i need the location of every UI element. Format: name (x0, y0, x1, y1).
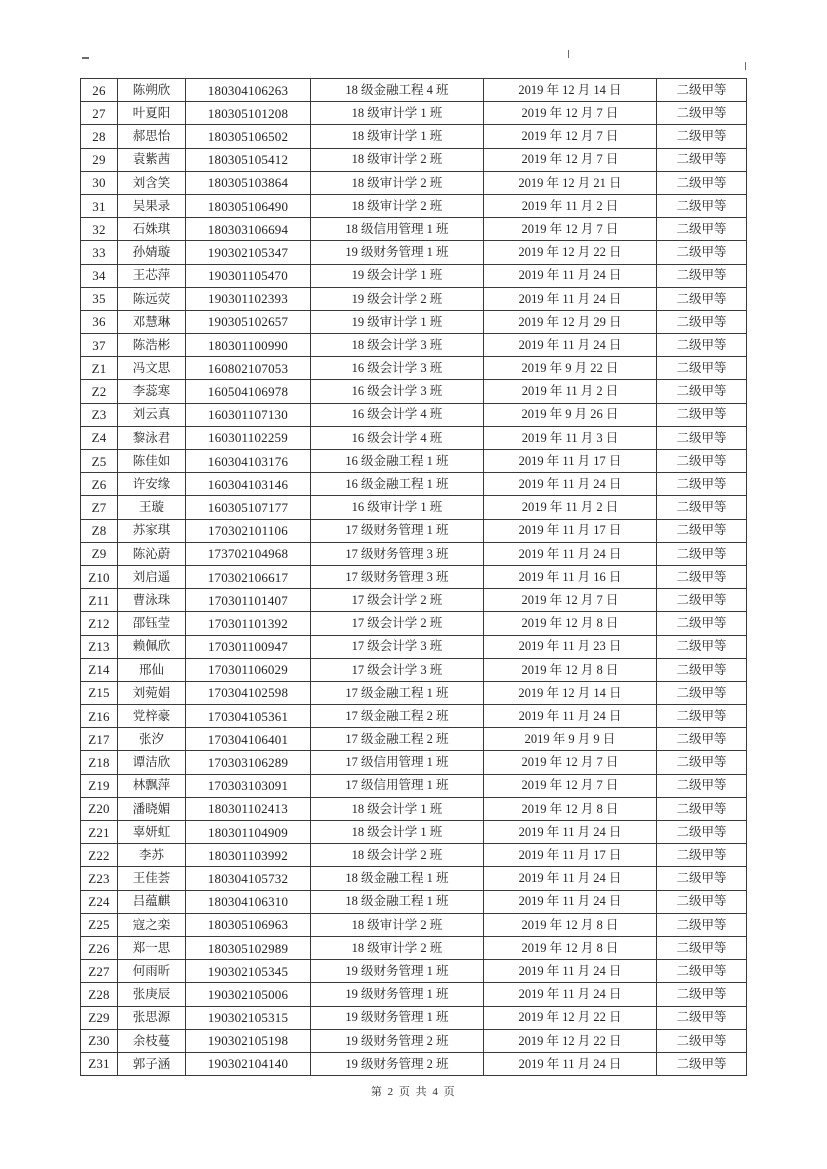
cell-grade: 二级甲等 (657, 288, 747, 311)
cell-grade: 二级甲等 (657, 357, 747, 380)
cell-grade: 二级甲等 (657, 612, 747, 635)
cell-grade: 二级甲等 (657, 960, 747, 983)
cell-student-id: 190305102657 (186, 311, 311, 334)
cell-class: 18 级会计学 3 班 (311, 334, 484, 357)
cell-student-id: 160305107177 (186, 496, 311, 519)
cell-name: 陈佳如 (118, 450, 186, 473)
cell-index: Z9 (81, 543, 118, 566)
cell-name: 吴果录 (118, 195, 186, 218)
cell-grade: 二级甲等 (657, 891, 747, 914)
cell-date: 2019 年 12 月 22 日 (484, 241, 657, 264)
cell-student-id: 160802107053 (186, 357, 311, 380)
cell-date: 2019 年 11 月 2 日 (484, 496, 657, 519)
cell-class: 16 级会计学 4 班 (311, 427, 484, 450)
cell-student-id: 190302104140 (186, 1053, 311, 1076)
cell-class: 18 级信用管理 1 班 (311, 218, 484, 241)
cell-class: 19 级财务管理 1 班 (311, 241, 484, 264)
cell-date: 2019 年 12 月 7 日 (484, 751, 657, 774)
cell-index: 27 (81, 102, 118, 125)
cell-date: 2019 年 11 月 17 日 (484, 520, 657, 543)
cell-index: Z4 (81, 427, 118, 450)
cell-student-id: 170304102598 (186, 682, 311, 705)
cell-class: 19 级会计学 1 班 (311, 265, 484, 288)
cell-date: 2019 年 9 月 9 日 (484, 728, 657, 751)
cell-date: 2019 年 12 月 7 日 (484, 125, 657, 148)
cell-class: 19 级财务管理 1 班 (311, 960, 484, 983)
cell-class: 18 级会计学 1 班 (311, 821, 484, 844)
cell-class: 19 级财务管理 1 班 (311, 983, 484, 1006)
cell-class: 17 级会计学 2 班 (311, 612, 484, 635)
cell-index: Z10 (81, 566, 118, 589)
cell-name: 刘含笑 (118, 172, 186, 195)
cell-date: 2019 年 12 月 8 日 (484, 798, 657, 821)
cell-date: 2019 年 11 月 2 日 (484, 380, 657, 403)
cell-grade: 二级甲等 (657, 636, 747, 659)
cell-class: 18 级审计学 2 班 (311, 149, 484, 172)
cell-grade: 二级甲等 (657, 380, 747, 403)
cell-grade: 二级甲等 (657, 543, 747, 566)
cell-class: 16 级审计学 1 班 (311, 496, 484, 519)
cell-date: 2019 年 11 月 17 日 (484, 844, 657, 867)
cell-date: 2019 年 9 月 26 日 (484, 404, 657, 427)
cell-grade: 二级甲等 (657, 659, 747, 682)
cell-name: 郭子涵 (118, 1053, 186, 1076)
cell-index: Z11 (81, 589, 118, 612)
cell-date: 2019 年 11 月 24 日 (484, 288, 657, 311)
page-artifact-tick (82, 57, 89, 59)
cell-index: Z28 (81, 983, 118, 1006)
cell-name: 陈沁蔚 (118, 543, 186, 566)
cell-class: 17 级财务管理 3 班 (311, 543, 484, 566)
cell-student-id: 160504106978 (186, 380, 311, 403)
cell-class: 18 级会计学 1 班 (311, 798, 484, 821)
cell-student-id: 170302101106 (186, 520, 311, 543)
cell-class: 18 级金融工程 4 班 (311, 79, 484, 102)
cell-date: 2019 年 12 月 8 日 (484, 937, 657, 960)
cell-name: 邵钰莹 (118, 612, 186, 635)
cell-index: Z18 (81, 751, 118, 774)
cell-date: 2019 年 11 月 24 日 (484, 543, 657, 566)
cell-name: 袁紫茜 (118, 149, 186, 172)
cell-class: 16 级会计学 3 班 (311, 357, 484, 380)
cell-name: 刘菀娟 (118, 682, 186, 705)
cell-student-id: 170301106029 (186, 659, 311, 682)
cell-student-id: 180305106502 (186, 125, 311, 148)
cell-date: 2019 年 11 月 24 日 (484, 705, 657, 728)
cell-index: Z12 (81, 612, 118, 635)
cell-student-id: 170304105361 (186, 705, 311, 728)
cell-student-id: 160301107130 (186, 404, 311, 427)
cell-student-id: 160304103176 (186, 450, 311, 473)
cell-student-id: 160301102259 (186, 427, 311, 450)
cell-class: 17 级金融工程 1 班 (311, 682, 484, 705)
cell-date: 2019 年 11 月 16 日 (484, 566, 657, 589)
cell-date: 2019 年 11 月 23 日 (484, 636, 657, 659)
cell-grade: 二级甲等 (657, 404, 747, 427)
cell-student-id: 170301101407 (186, 589, 311, 612)
cell-grade: 二级甲等 (657, 821, 747, 844)
cell-student-id: 180304105732 (186, 867, 311, 890)
cell-index: Z22 (81, 844, 118, 867)
cell-name: 孙婧璇 (118, 241, 186, 264)
cell-name: 郝思怡 (118, 125, 186, 148)
cell-date: 2019 年 11 月 24 日 (484, 473, 657, 496)
cell-grade: 二级甲等 (657, 937, 747, 960)
cell-index: 33 (81, 241, 118, 264)
cell-grade: 二级甲等 (657, 79, 747, 102)
cell-name: 刘云真 (118, 404, 186, 427)
cell-student-id: 180303106694 (186, 218, 311, 241)
cell-class: 18 级审计学 2 班 (311, 195, 484, 218)
cell-name: 郑一思 (118, 937, 186, 960)
cell-student-id: 170303103091 (186, 775, 311, 798)
cell-date: 2019 年 12 月 21 日 (484, 172, 657, 195)
cell-class: 18 级审计学 2 班 (311, 914, 484, 937)
cell-class: 17 级财务管理 3 班 (311, 566, 484, 589)
cell-name: 王佳荟 (118, 867, 186, 890)
cell-grade: 二级甲等 (657, 682, 747, 705)
cell-class: 18 级审计学 2 班 (311, 172, 484, 195)
cell-grade: 二级甲等 (657, 125, 747, 148)
cell-name: 赖佩欣 (118, 636, 186, 659)
cell-date: 2019 年 12 月 7 日 (484, 218, 657, 241)
cell-date: 2019 年 11 月 24 日 (484, 334, 657, 357)
cell-name: 王芯萍 (118, 265, 186, 288)
cell-student-id: 180304106263 (186, 79, 311, 102)
cell-student-id: 180305102989 (186, 937, 311, 960)
cell-index: 37 (81, 334, 118, 357)
cell-name: 陈远荧 (118, 288, 186, 311)
cell-student-id: 190302105006 (186, 983, 311, 1006)
cell-student-id: 190301102393 (186, 288, 311, 311)
cell-student-id: 190302105347 (186, 241, 311, 264)
cell-grade: 二级甲等 (657, 1007, 747, 1030)
cell-date: 2019 年 12 月 7 日 (484, 775, 657, 798)
cell-grade: 二级甲等 (657, 520, 747, 543)
cell-student-id: 180305103864 (186, 172, 311, 195)
cell-index: Z31 (81, 1053, 118, 1076)
cell-grade: 二级甲等 (657, 427, 747, 450)
cell-date: 2019 年 11 月 24 日 (484, 1053, 657, 1076)
cell-name: 李蕊寒 (118, 380, 186, 403)
cell-name: 苏家琪 (118, 520, 186, 543)
cell-grade: 二级甲等 (657, 265, 747, 288)
cell-date: 2019 年 11 月 3 日 (484, 427, 657, 450)
cell-student-id: 180305101208 (186, 102, 311, 125)
cell-date: 2019 年 12 月 7 日 (484, 589, 657, 612)
cell-student-id: 170301100947 (186, 636, 311, 659)
cell-grade: 二级甲等 (657, 1030, 747, 1053)
cell-date: 2019 年 12 月 8 日 (484, 612, 657, 635)
cell-class: 17 级会计学 3 班 (311, 636, 484, 659)
cell-index: 32 (81, 218, 118, 241)
cell-date: 2019 年 11 月 24 日 (484, 867, 657, 890)
cell-class: 16 级会计学 3 班 (311, 380, 484, 403)
cell-student-id: 190302105345 (186, 960, 311, 983)
cell-grade: 二级甲等 (657, 450, 747, 473)
cell-student-id: 180305106963 (186, 914, 311, 937)
cell-index: 31 (81, 195, 118, 218)
cell-class: 16 级会计学 4 班 (311, 404, 484, 427)
cell-date: 2019 年 9 月 22 日 (484, 357, 657, 380)
cell-class: 18 级审计学 2 班 (311, 937, 484, 960)
cell-index: Z15 (81, 682, 118, 705)
cell-student-id: 173702104968 (186, 543, 311, 566)
cell-index: Z26 (81, 937, 118, 960)
cell-index: Z21 (81, 821, 118, 844)
cell-date: 2019 年 11 月 24 日 (484, 960, 657, 983)
cell-index: Z2 (81, 380, 118, 403)
cell-index: Z29 (81, 1007, 118, 1030)
cell-index: 36 (81, 311, 118, 334)
score-table (80, 78, 747, 1076)
cell-name: 邓慧琳 (118, 311, 186, 334)
cell-student-id: 180305105412 (186, 149, 311, 172)
cell-class: 19 级财务管理 1 班 (311, 1007, 484, 1030)
page-artifact-tick (568, 50, 569, 58)
cell-student-id: 180305106490 (186, 195, 311, 218)
cell-index: Z24 (81, 891, 118, 914)
cell-student-id: 180301103992 (186, 844, 311, 867)
cell-name: 何雨昕 (118, 960, 186, 983)
cell-class: 17 级金融工程 2 班 (311, 705, 484, 728)
cell-date: 2019 年 12 月 22 日 (484, 1007, 657, 1030)
cell-date: 2019 年 11 月 24 日 (484, 265, 657, 288)
cell-index: Z6 (81, 473, 118, 496)
cell-class: 19 级财务管理 2 班 (311, 1053, 484, 1076)
cell-index: Z19 (81, 775, 118, 798)
cell-name: 曹泳珠 (118, 589, 186, 612)
cell-student-id: 170303106289 (186, 751, 311, 774)
cell-index: Z20 (81, 798, 118, 821)
cell-index: Z7 (81, 496, 118, 519)
cell-index: Z8 (81, 520, 118, 543)
cell-name: 谭洁欣 (118, 751, 186, 774)
cell-grade: 二级甲等 (657, 589, 747, 612)
cell-class: 18 级会计学 2 班 (311, 844, 484, 867)
cell-name: 石姝琪 (118, 218, 186, 241)
cell-index: Z13 (81, 636, 118, 659)
cell-class: 17 级信用管理 1 班 (311, 751, 484, 774)
cell-name: 叶夏阳 (118, 102, 186, 125)
cell-date: 2019 年 12 月 14 日 (484, 79, 657, 102)
cell-name: 寇之栾 (118, 914, 186, 937)
cell-name: 陈朔欣 (118, 79, 186, 102)
cell-grade: 二级甲等 (657, 728, 747, 751)
cell-name: 陈浩彬 (118, 334, 186, 357)
cell-class: 16 级金融工程 1 班 (311, 473, 484, 496)
cell-student-id: 170302106617 (186, 566, 311, 589)
cell-name: 党梓豪 (118, 705, 186, 728)
cell-grade: 二级甲等 (657, 218, 747, 241)
cell-grade: 二级甲等 (657, 102, 747, 125)
cell-grade: 二级甲等 (657, 241, 747, 264)
cell-index: Z23 (81, 867, 118, 890)
cell-grade: 二级甲等 (657, 983, 747, 1006)
cell-grade: 二级甲等 (657, 798, 747, 821)
cell-student-id: 170304106401 (186, 728, 311, 751)
cell-index: Z14 (81, 659, 118, 682)
cell-class: 17 级会计学 3 班 (311, 659, 484, 682)
page-artifact-tick (745, 62, 746, 70)
cell-name: 刘启遥 (118, 566, 186, 589)
cell-student-id: 180304106310 (186, 891, 311, 914)
cell-date: 2019 年 12 月 7 日 (484, 149, 657, 172)
cell-grade: 二级甲等 (657, 914, 747, 937)
cell-grade: 二级甲等 (657, 496, 747, 519)
cell-name: 邢仙 (118, 659, 186, 682)
cell-date: 2019 年 12 月 7 日 (484, 102, 657, 125)
page-number-indicator: 第 2 页 共 4 页 (370, 1086, 457, 1098)
cell-name: 张汐 (118, 728, 186, 751)
cell-date: 2019 年 12 月 8 日 (484, 914, 657, 937)
cell-index: 35 (81, 288, 118, 311)
cell-class: 19 级财务管理 2 班 (311, 1030, 484, 1053)
cell-index: 26 (81, 79, 118, 102)
cell-grade: 二级甲等 (657, 1053, 747, 1076)
cell-name: 冯文思 (118, 357, 186, 380)
cell-index: Z1 (81, 357, 118, 380)
cell-student-id: 190302105198 (186, 1030, 311, 1053)
cell-index: 30 (81, 172, 118, 195)
cell-grade: 二级甲等 (657, 473, 747, 496)
cell-date: 2019 年 11 月 24 日 (484, 983, 657, 1006)
cell-name: 辜妍虹 (118, 821, 186, 844)
cell-index: 29 (81, 149, 118, 172)
cell-date: 2019 年 12 月 22 日 (484, 1030, 657, 1053)
cell-grade: 二级甲等 (657, 149, 747, 172)
cell-class: 19 级会计学 2 班 (311, 288, 484, 311)
cell-name: 许安缘 (118, 473, 186, 496)
cell-class: 18 级审计学 1 班 (311, 125, 484, 148)
cell-class: 18 级金融工程 1 班 (311, 867, 484, 890)
cell-grade: 二级甲等 (657, 751, 747, 774)
cell-name: 林飘萍 (118, 775, 186, 798)
cell-class: 17 级信用管理 1 班 (311, 775, 484, 798)
cell-date: 2019 年 12 月 14 日 (484, 682, 657, 705)
cell-index: 34 (81, 265, 118, 288)
cell-date: 2019 年 11 月 24 日 (484, 821, 657, 844)
cell-name: 张思源 (118, 1007, 186, 1030)
cell-class: 18 级审计学 1 班 (311, 102, 484, 125)
cell-date: 2019 年 11 月 17 日 (484, 450, 657, 473)
cell-name: 黎泳君 (118, 427, 186, 450)
cell-class: 17 级金融工程 2 班 (311, 728, 484, 751)
cell-index: Z17 (81, 728, 118, 751)
cell-class: 17 级财务管理 1 班 (311, 520, 484, 543)
cell-class: 18 级金融工程 1 班 (311, 891, 484, 914)
cell-name: 王璇 (118, 496, 186, 519)
cell-class: 16 级金融工程 1 班 (311, 450, 484, 473)
cell-date: 2019 年 11 月 24 日 (484, 891, 657, 914)
cell-student-id: 180301100990 (186, 334, 311, 357)
cell-student-id: 180301102413 (186, 798, 311, 821)
cell-index: 28 (81, 125, 118, 148)
cell-grade: 二级甲等 (657, 334, 747, 357)
cell-student-id: 160304103146 (186, 473, 311, 496)
cell-date: 2019 年 12 月 29 日 (484, 311, 657, 334)
cell-class: 19 级审计学 1 班 (311, 311, 484, 334)
cell-grade: 二级甲等 (657, 844, 747, 867)
cell-grade: 二级甲等 (657, 311, 747, 334)
cell-index: Z30 (81, 1030, 118, 1053)
cell-grade: 二级甲等 (657, 775, 747, 798)
cell-name: 张庚辰 (118, 983, 186, 1006)
cell-student-id: 170301101392 (186, 612, 311, 635)
cell-date: 2019 年 11 月 2 日 (484, 195, 657, 218)
cell-index: Z27 (81, 960, 118, 983)
cell-name: 余枝蔓 (118, 1030, 186, 1053)
cell-grade: 二级甲等 (657, 867, 747, 890)
cell-student-id: 180301104909 (186, 821, 311, 844)
cell-grade: 二级甲等 (657, 566, 747, 589)
cell-class: 17 级会计学 2 班 (311, 589, 484, 612)
cell-name: 李苏 (118, 844, 186, 867)
cell-date: 2019 年 12 月 8 日 (484, 659, 657, 682)
cell-index: Z3 (81, 404, 118, 427)
cell-index: Z16 (81, 705, 118, 728)
cell-name: 吕蕴麒 (118, 891, 186, 914)
cell-index: Z25 (81, 914, 118, 937)
cell-student-id: 190301105470 (186, 265, 311, 288)
cell-student-id: 190302105315 (186, 1007, 311, 1030)
cell-grade: 二级甲等 (657, 172, 747, 195)
cell-grade: 二级甲等 (657, 705, 747, 728)
cell-index: Z5 (81, 450, 118, 473)
cell-grade: 二级甲等 (657, 195, 747, 218)
cell-name: 潘晓媚 (118, 798, 186, 821)
